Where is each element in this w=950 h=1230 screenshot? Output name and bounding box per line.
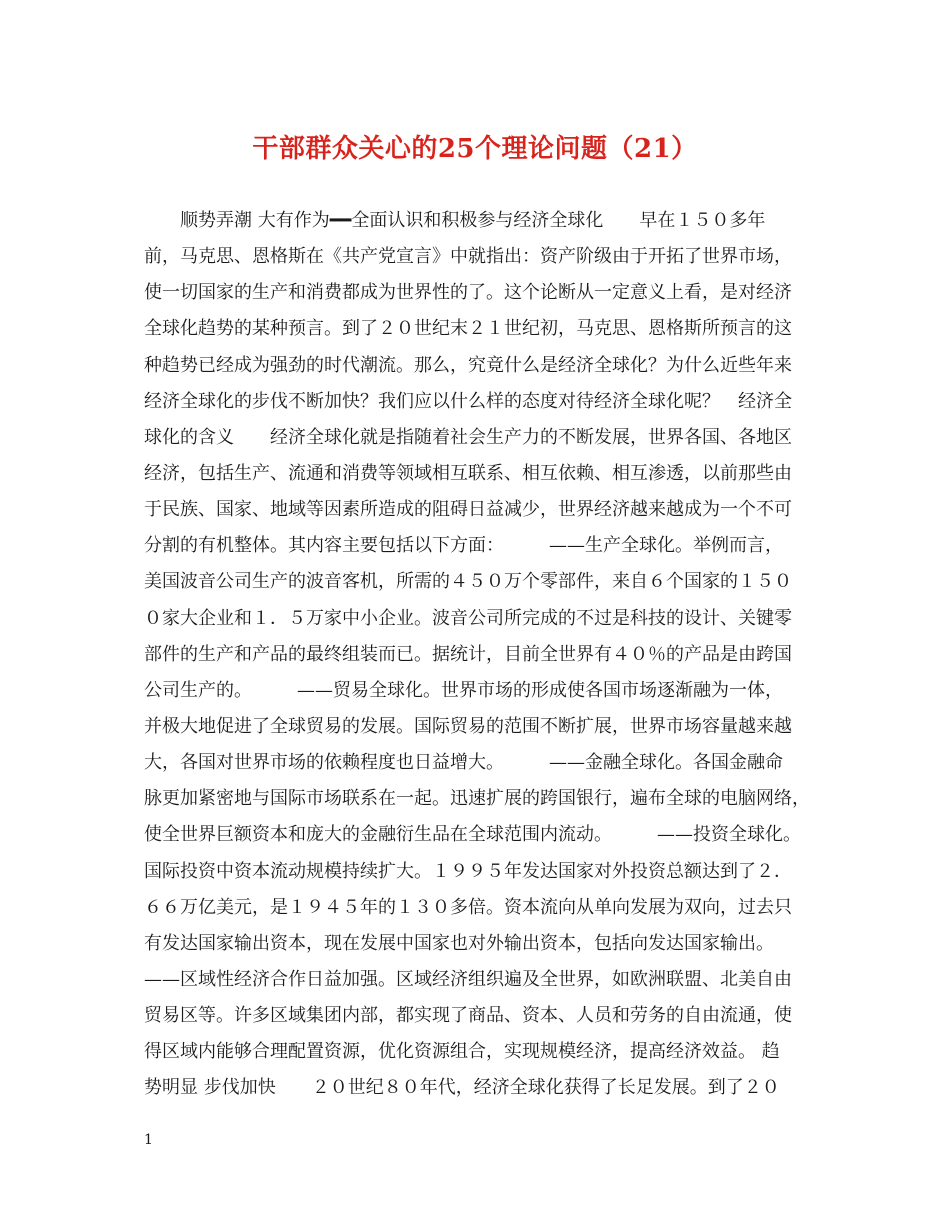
body-line: 球化的含义 经济全球化就是指随着社会生产力的不断发展，世界各国、各地区	[144, 426, 792, 448]
body-line: ０家大企业和１．５万家中小企业。波音公司所完成的不过是科技的设计、关键零	[144, 607, 792, 629]
body-line: 经济，包括生产、流通和消费等领域相互联系、相互依赖、相互渗透，以前那些由	[144, 462, 792, 484]
document-title: 干部群众关心的25个理论问题（21）	[252, 134, 698, 164]
body-line: 顺势弄潮 大有作为━━全面认识和积极参与经济全球化 早在１５０多年	[144, 210, 766, 231]
body-line: 大，各国对世界市场的依赖程度也日益增大。 ——金融全球化。各国金融命	[144, 752, 783, 774]
body-line: ——区域性经济合作日益加强。区域经济组织遍及全世界，如欧洲联盟、北美自由	[144, 968, 792, 990]
body-line: 部件的生产和产品的最终组装而已。据统计，目前全世界有４０％的产品是由跨国	[144, 643, 792, 665]
document-body	[144, 203, 830, 1107]
body-line: 国际投资中资本流动规模持续扩大。１９９５年发达国家对外投资总额达到了２．	[144, 860, 792, 882]
body-line: 势明显 步伐加快 ２０世纪８０年代，经济全球化获得了长足发展。到了２０	[144, 1077, 780, 1099]
body-line: 使一切国家的生产和消费都成为世界性的了。这个论断从一定意义上看，是对经济	[144, 282, 792, 304]
body-line: 得区域内能够合理配置资源，优化资源组合，实现规模经济，提高经济效益。 趋	[144, 1041, 780, 1063]
body-line: 经济全球化的步伐不断加快？我们应以什么样的态度对待经济全球化呢？ 经济全	[144, 390, 792, 412]
body-line: 前，马克思、恩格斯在《共产党宣言》中就指出：资产阶级由于开拓了世界市场，	[144, 246, 792, 268]
body-line: 分割的有机整体。其内容主要包括以下方面： ——生产全球化。举例而言，	[144, 535, 783, 557]
body-line: 使全世界巨额资本和庞大的金融衍生品在全球范围内流动。 ——投资全球化。	[144, 824, 801, 846]
body-line: 于民族、国家、地域等因素所造成的阻碍日益减少，世界经济越来越成为一个不可	[144, 499, 792, 521]
body-line: 贸易区等。许多区域集团内部，都实现了商品、资本、人员和劳务的自由流通，使	[144, 1005, 792, 1027]
body-line: 有发达国家输出资本，现在发展中国家也对外输出资本，包括向发达国家输出。	[144, 932, 774, 954]
body-line: 全球化趋势的某种预言。到了２０世纪末２１世纪初，马克思、恩格斯所预言的这	[144, 318, 792, 340]
body-line: ６６万亿美元，是１９４５年的１３０多倍。资本流向从单向发展为双向，过去只	[144, 896, 792, 918]
body-line: 种趋势已经成为强劲的时代潮流。那么，究竟什么是经济全球化？为什么近些年来	[144, 354, 792, 376]
body-line: 美国波音公司生产的波音客机，所需的４５０万个零部件，来自６个国家的１５０	[144, 571, 792, 593]
body-line: 公司生产的。 ——贸易全球化。世界市场的形成使各国市场逐渐融为一体，	[144, 679, 783, 701]
page-number: 1	[144, 1132, 153, 1148]
body-line: 并极大地促进了全球贸易的发展。国际贸易的范围不断扩展，世界市场容量越来越	[144, 715, 792, 737]
body-line: 脉更加紧密地与国际市场联系在一起。迅速扩展的跨国银行，遍布全球的电脑网络，	[144, 788, 810, 810]
